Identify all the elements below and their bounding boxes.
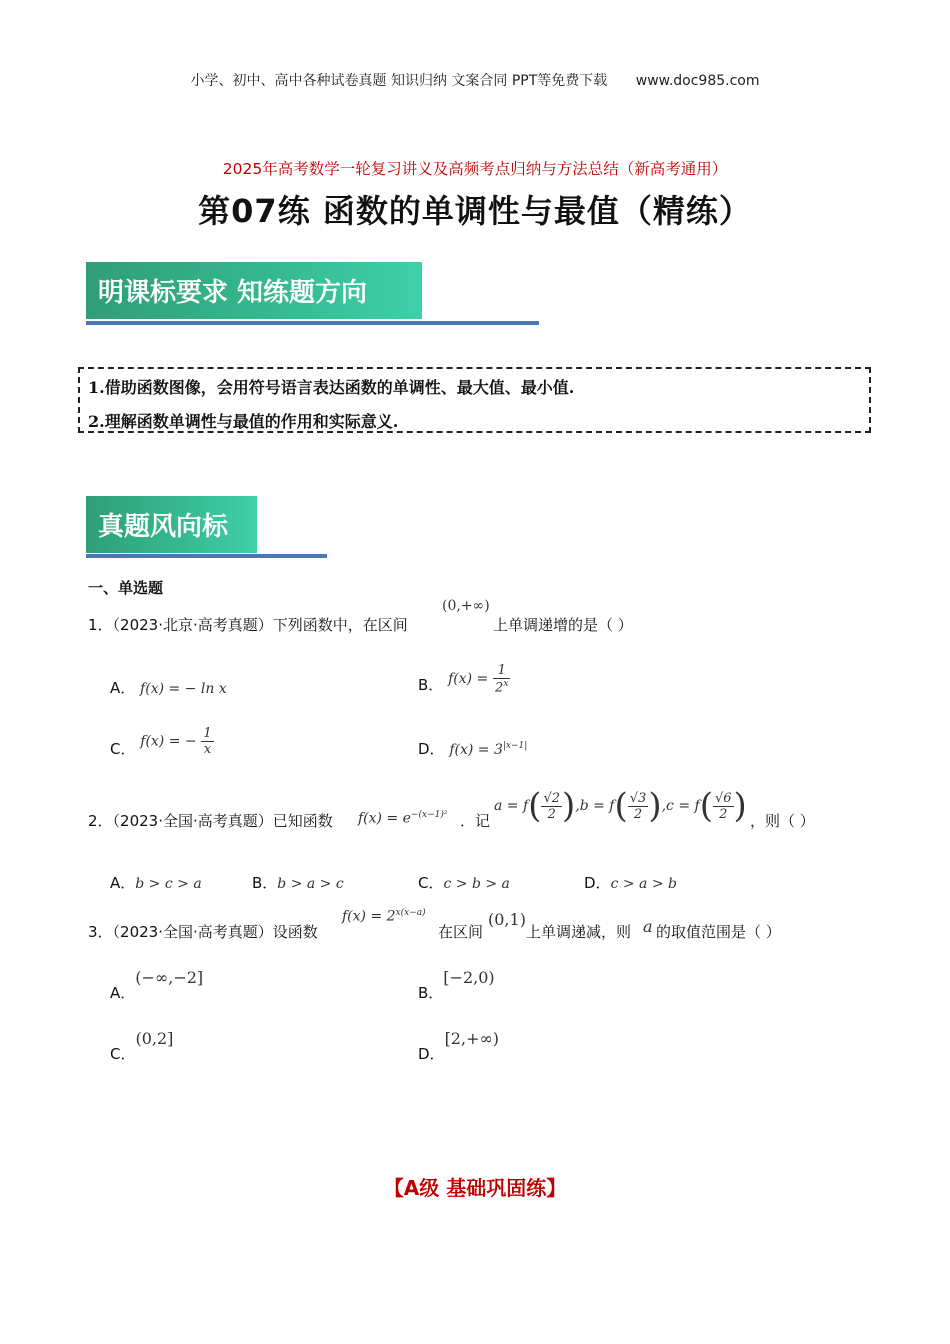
question-2-definitions: [494, 786, 747, 826]
q3-option-c[interactable]: [110, 1029, 173, 1064]
q1-option-d-label: D．: [418, 740, 445, 758]
q2-def-a-numerator: √2: [543, 790, 560, 806]
level-heading: 【A级 基础巩固练】: [383, 1176, 567, 1200]
q1-option-c[interactable]: [110, 724, 214, 759]
q2-def-c-close: ): [733, 786, 747, 826]
q2-def-c-lhs: ,c = f: [661, 798, 700, 814]
q1-option-b-numerator: 1: [493, 663, 510, 679]
q1-option-b-denominator: [493, 679, 510, 695]
question-3-function-exp: x(x−a): [395, 908, 426, 918]
question-1-source: （2023·北京·高考真题）下列函数中，在区间: [112, 616, 408, 634]
q2-def-c-fraction: [713, 791, 734, 822]
question-1-interval: (0,+∞): [442, 598, 490, 614]
q3-option-a-expr: (−∞,−2]: [135, 968, 204, 987]
header-text: 小学、初中、高中各种试卷真题 知识归纳 文案合同 PPT等免费下载: [190, 73, 608, 89]
question-2-function-exp: −(x−1)²: [410, 810, 448, 820]
q2-def-c-open: (: [699, 786, 713, 826]
q2-def-b-close: ): [648, 786, 662, 826]
q2-def-b-lhs: ,b = f: [575, 798, 615, 814]
question-3-tail: 的取值范围是（ ）: [656, 923, 781, 941]
q2-def-b-numerator: √3: [629, 790, 647, 806]
q2-option-c[interactable]: [418, 872, 510, 893]
question-3-number: 3．: [88, 923, 113, 941]
q1-option-d[interactable]: [418, 738, 527, 759]
q2-option-d-label: D．: [584, 874, 611, 892]
requirement-item-2: 2.理解函数单调性与最值的作用和实际意义.: [88, 412, 399, 431]
q2-option-b-expr: b > a > c: [277, 876, 344, 892]
question-1-stem: [88, 614, 408, 635]
question-2-number: 2．: [88, 812, 113, 830]
question-2-function: [358, 810, 447, 827]
q2-option-a-label: A．: [110, 874, 136, 892]
document-title: 第07练 函数的单调性与最值（精练）: [198, 192, 752, 230]
q2-def-c-denominator: 2: [719, 806, 728, 822]
q1-option-b-label: B．: [418, 675, 444, 694]
q2-option-d[interactable]: [584, 872, 677, 893]
q2-def-a-close: ): [562, 786, 576, 826]
q1-option-c-lhs: f(x) = −: [140, 733, 197, 750]
q1-option-b-lhs: f(x) =: [448, 671, 489, 688]
question-2-stem: [88, 810, 333, 831]
requirements-box: [78, 367, 871, 433]
q2-def-a-fraction: [541, 791, 562, 822]
q3-option-c-label: C．: [110, 1045, 136, 1063]
q3-option-d-label: D．: [418, 1045, 445, 1063]
q2-def-a-denominator: 2: [547, 806, 556, 822]
q1-option-c-label: C．: [110, 740, 136, 758]
question-3-mid: 在区间: [438, 923, 484, 941]
banner-requirements: [86, 262, 422, 319]
q3-option-b[interactable]: [418, 968, 495, 1003]
q3-option-a[interactable]: [110, 968, 203, 1003]
q2-option-b-label: B．: [252, 874, 278, 892]
question-3-function-base: f(x) = 2: [342, 908, 396, 925]
question-2-tail: ，则（ ）: [750, 812, 815, 830]
q2-option-d-expr: c > a > b: [610, 876, 677, 892]
q2-option-c-expr: c > b > a: [443, 876, 510, 892]
q2-option-a-expr: b > c > a: [135, 876, 202, 892]
question-3-source: （2023·全国·高考真题）设函数: [112, 923, 318, 941]
q3-option-b-label: B．: [418, 984, 444, 1002]
q1-option-b[interactable]: [418, 663, 510, 695]
q1-option-b-den-base: 2: [495, 680, 504, 696]
q2-def-b-open: (: [614, 786, 628, 826]
q1-option-d-expr: f(x) = 3: [449, 742, 503, 758]
question-3-mid2: 上单调递减，则: [526, 923, 632, 941]
question-1-tail: 上单调递增的是（ ）: [493, 616, 633, 634]
q3-option-c-expr: (0,2]: [135, 1029, 174, 1048]
q1-option-a-expr: f(x) = − ln x: [140, 681, 227, 697]
section-heading: 一、单选题: [88, 579, 164, 597]
question-2-mid: ．记: [460, 812, 491, 830]
question-3-function: [342, 908, 426, 925]
requirement-item-1: 1.借助函数图像，会用符号语言表达函数的单调性、最大值、最小值.: [88, 378, 575, 397]
q1-option-c-numerator: 1: [203, 726, 212, 741]
page-header: [0, 70, 950, 90]
q3-option-d-expr: [2,+∞): [444, 1029, 500, 1048]
q1-option-a[interactable]: [110, 677, 227, 698]
header-site[interactable]: www.doc985.com: [635, 73, 760, 89]
q2-option-b[interactable]: [252, 872, 344, 893]
q1-option-d-exp: |x−1|: [502, 741, 528, 751]
banner-real-questions-underline: [86, 554, 327, 558]
question-2-function-base: f(x) = e: [358, 810, 411, 827]
q2-def-a-lhs: a = f: [494, 798, 529, 814]
q2-option-a[interactable]: [110, 872, 202, 893]
banner-requirements-underline: [86, 321, 539, 325]
q3-option-d[interactable]: [418, 1029, 499, 1064]
q1-option-b-den-exp: x: [503, 679, 509, 689]
banner-real-questions: [86, 496, 257, 553]
q1-option-b-fraction: [493, 663, 510, 695]
question-3-interval: (0,1): [488, 910, 526, 929]
banner-requirements-label: 明课标要求 知练题方向: [98, 278, 368, 308]
question-1-number: 1．: [88, 616, 113, 634]
q2-def-c-numerator: √6: [714, 790, 732, 806]
q2-option-c-label: C．: [418, 874, 444, 892]
q3-option-a-label: A．: [110, 984, 136, 1002]
q3-option-b-expr: [−2,0): [443, 968, 495, 987]
banner-real-questions-label: 真题风向标: [98, 512, 229, 542]
question-3-stem: [88, 921, 318, 942]
q1-option-c-fraction: [201, 726, 213, 757]
q2-def-b-fraction: [628, 791, 649, 822]
document-subtitle: 2025年高考数学一轮复习讲义及高频考点归纳与方法总结（新高考通用）: [222, 160, 728, 178]
question-2-source: （2023·全国·高考真题）已知函数: [112, 812, 333, 830]
q1-option-c-denominator: x: [203, 742, 212, 757]
q1-option-a-label: A．: [110, 679, 136, 697]
question-3-variable: a: [643, 917, 653, 936]
q2-def-b-denominator: 2: [633, 806, 643, 822]
q2-def-a-open: (: [528, 786, 542, 826]
